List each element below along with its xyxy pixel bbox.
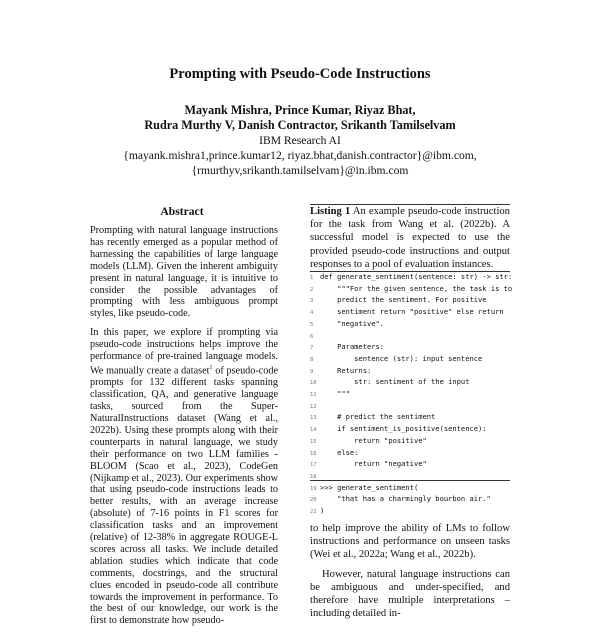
code-line-text: return "positive" <box>320 435 427 445</box>
code-line-number: 12 <box>310 403 317 410</box>
code-line <box>310 307 512 319</box>
code-line <box>310 448 512 460</box>
code-line-text: return "negative" <box>320 459 427 469</box>
code-line-number: 8 <box>310 356 314 363</box>
code-line-number: 20 <box>310 497 317 504</box>
code-line <box>310 295 512 307</box>
code-line <box>310 284 512 296</box>
code-line <box>310 483 512 495</box>
code-line-number: 15 <box>310 438 317 445</box>
code-line-text: """ <box>320 389 350 399</box>
code-line-text: else: <box>320 447 359 457</box>
affiliation-org: IBM Research AI <box>259 134 341 147</box>
code-line-number: 2 <box>310 286 314 293</box>
code-line <box>310 436 512 448</box>
code-line-number: 4 <box>310 310 314 317</box>
abstract-body <box>90 225 278 634</box>
code-line-text: >>> generate_sentiment( <box>320 482 419 492</box>
code-line <box>310 459 512 471</box>
abstract-p2-rest: of pseudo-code prompts for 132 different tasks spanning classification, QA, and generative language tasks, sourced from the Super-NaturalInstructions dataset (Wang et al., 2022b). Using these prompts along with their counterparts in natural language, we study their performance on two LLM families - BLOOM (Scao et al., 2023), CodeGen (Nijkamp et al., 2023). Our experiments show that using pseudo-code instructions leads to better results, with an average increase (absolute) of 7-16 points in F1 scores for classification tasks and an improvement (relative) of 12-38% in aggregate ROUGE-L scores across all tasks. We include detailed ablation studies which indicate that code comments, docstrings, and the structural clues encoded in pseudo-code all contribute towards the improvement in performance. To the best of our knowledge, our work is the first to demonstrate how pseudo- <box>90 365 278 627</box>
abstract-paragraph-2 <box>90 327 278 627</box>
author-line-2: Rudra Murthy V, Danish Contractor, Srikanth Tamilselvam <box>144 118 456 132</box>
listing-caption-text: An example pseudo-code instruction for the task from Wang et al. (2022b). A successful model is expected to use the provided pseudo-code instructions and output responses to a pool of evaluation instances. <box>310 206 510 270</box>
code-line-text: ) <box>320 506 325 516</box>
code-line-number: 13 <box>310 415 317 422</box>
listing-caption <box>310 205 510 271</box>
code-line <box>310 412 512 424</box>
code-line-text: "that has a charmingly bourbon air." <box>320 494 491 504</box>
code-line <box>310 377 512 389</box>
code-line-number: 17 <box>310 462 317 469</box>
listing-bottom-rule <box>310 480 510 481</box>
code-line <box>310 401 512 413</box>
code-line <box>310 389 512 401</box>
abstract-p2-start: In this paper, we explore if prompting via pseudo-code instructions helps improve the performance of pre-trained language models. We manually create a dataset <box>90 327 278 377</box>
code-line <box>310 366 512 378</box>
code-line-text: sentiment return "positive" else return <box>320 307 504 317</box>
code-line <box>310 319 512 331</box>
author-list <box>0 103 600 133</box>
code-line-text: sentence (str): input sentence <box>320 353 483 363</box>
code-line-number: 11 <box>310 392 317 399</box>
code-line-number: 14 <box>310 427 317 434</box>
code-line-number: 7 <box>310 345 314 352</box>
affiliation-block <box>0 133 600 178</box>
code-line-text: predict the sentiment. For positive <box>320 295 487 305</box>
abstract-paragraph-1: Prompting with natural language instructions has recently emerged as a popular method of harnessing the capabilities of large language models (LLM). Given the inherent ambiguity present in natural language, it is intuitive to consider the possible advantages of prompting with less ambiguous prompt styles, like pseudo-code. <box>90 225 278 320</box>
code-line <box>310 354 512 366</box>
code-line-number: 6 <box>310 333 314 340</box>
code-line-number: 9 <box>310 368 314 375</box>
code-line-text: Parameters: <box>320 342 385 352</box>
code-line-number: 5 <box>310 321 314 328</box>
code-line-text: # predict the sentiment <box>320 412 436 422</box>
code-line <box>310 424 512 436</box>
listing-label: Listing 1 <box>310 206 351 217</box>
code-line-text: str: sentiment of the input <box>320 377 470 387</box>
code-line-number: 3 <box>310 298 314 305</box>
right-column-body <box>310 522 510 626</box>
code-line-number: 1 <box>310 275 314 281</box>
paper-title: Prompting with Pseudo-Code Instructions <box>169 66 431 82</box>
code-line <box>310 342 512 354</box>
right-paragraph-2: However, natural language instructions can be ambiguous and under-specified, and therefore have multiple interpretations – including detailed in- <box>310 568 510 620</box>
footnote-marker[interactable]: 1 <box>209 364 213 371</box>
author-line-1: Mayank Mishra, Prince Kumar, Riyaz Bhat, <box>184 103 416 117</box>
code-line-text: def generate_sentiment(sentence: str) -> str: <box>320 272 513 281</box>
code-line-text: if sentiment_is_positive(sentence): <box>320 424 487 434</box>
code-line-number: 10 <box>310 380 317 387</box>
code-line-text <box>320 471 324 480</box>
code-line <box>310 494 512 506</box>
affiliation-emails-2: {rmurthyv,srikanth.tamilselvam}@in.ibm.com <box>191 164 409 177</box>
code-line-text <box>320 401 324 410</box>
right-paragraph-1: to help improve the ability of LMs to follow instructions and performance on unseen tasks (Wei et al., 2022a; Wang et al., 2022b). <box>310 523 510 561</box>
abstract-heading: Abstract <box>160 205 204 218</box>
code-line-number: 21 <box>310 509 317 516</box>
code-line-text: "negative". <box>320 318 385 328</box>
code-line-text: """For the given sentence, the task is to <box>320 283 513 293</box>
code-line-number: 16 <box>310 450 317 457</box>
code-line <box>310 331 512 343</box>
code-line-number: 19 <box>310 485 317 492</box>
code-line <box>310 506 512 518</box>
code-line <box>310 272 512 284</box>
code-line-text <box>320 331 324 340</box>
code-line-number: 18 <box>310 473 317 480</box>
code-line-text: Returns: <box>320 365 372 375</box>
affiliation-emails-1: {mayank.mishra1,prince.kumar12, riyaz.bhat,danish.contractor}@ibm.com, <box>123 149 477 162</box>
